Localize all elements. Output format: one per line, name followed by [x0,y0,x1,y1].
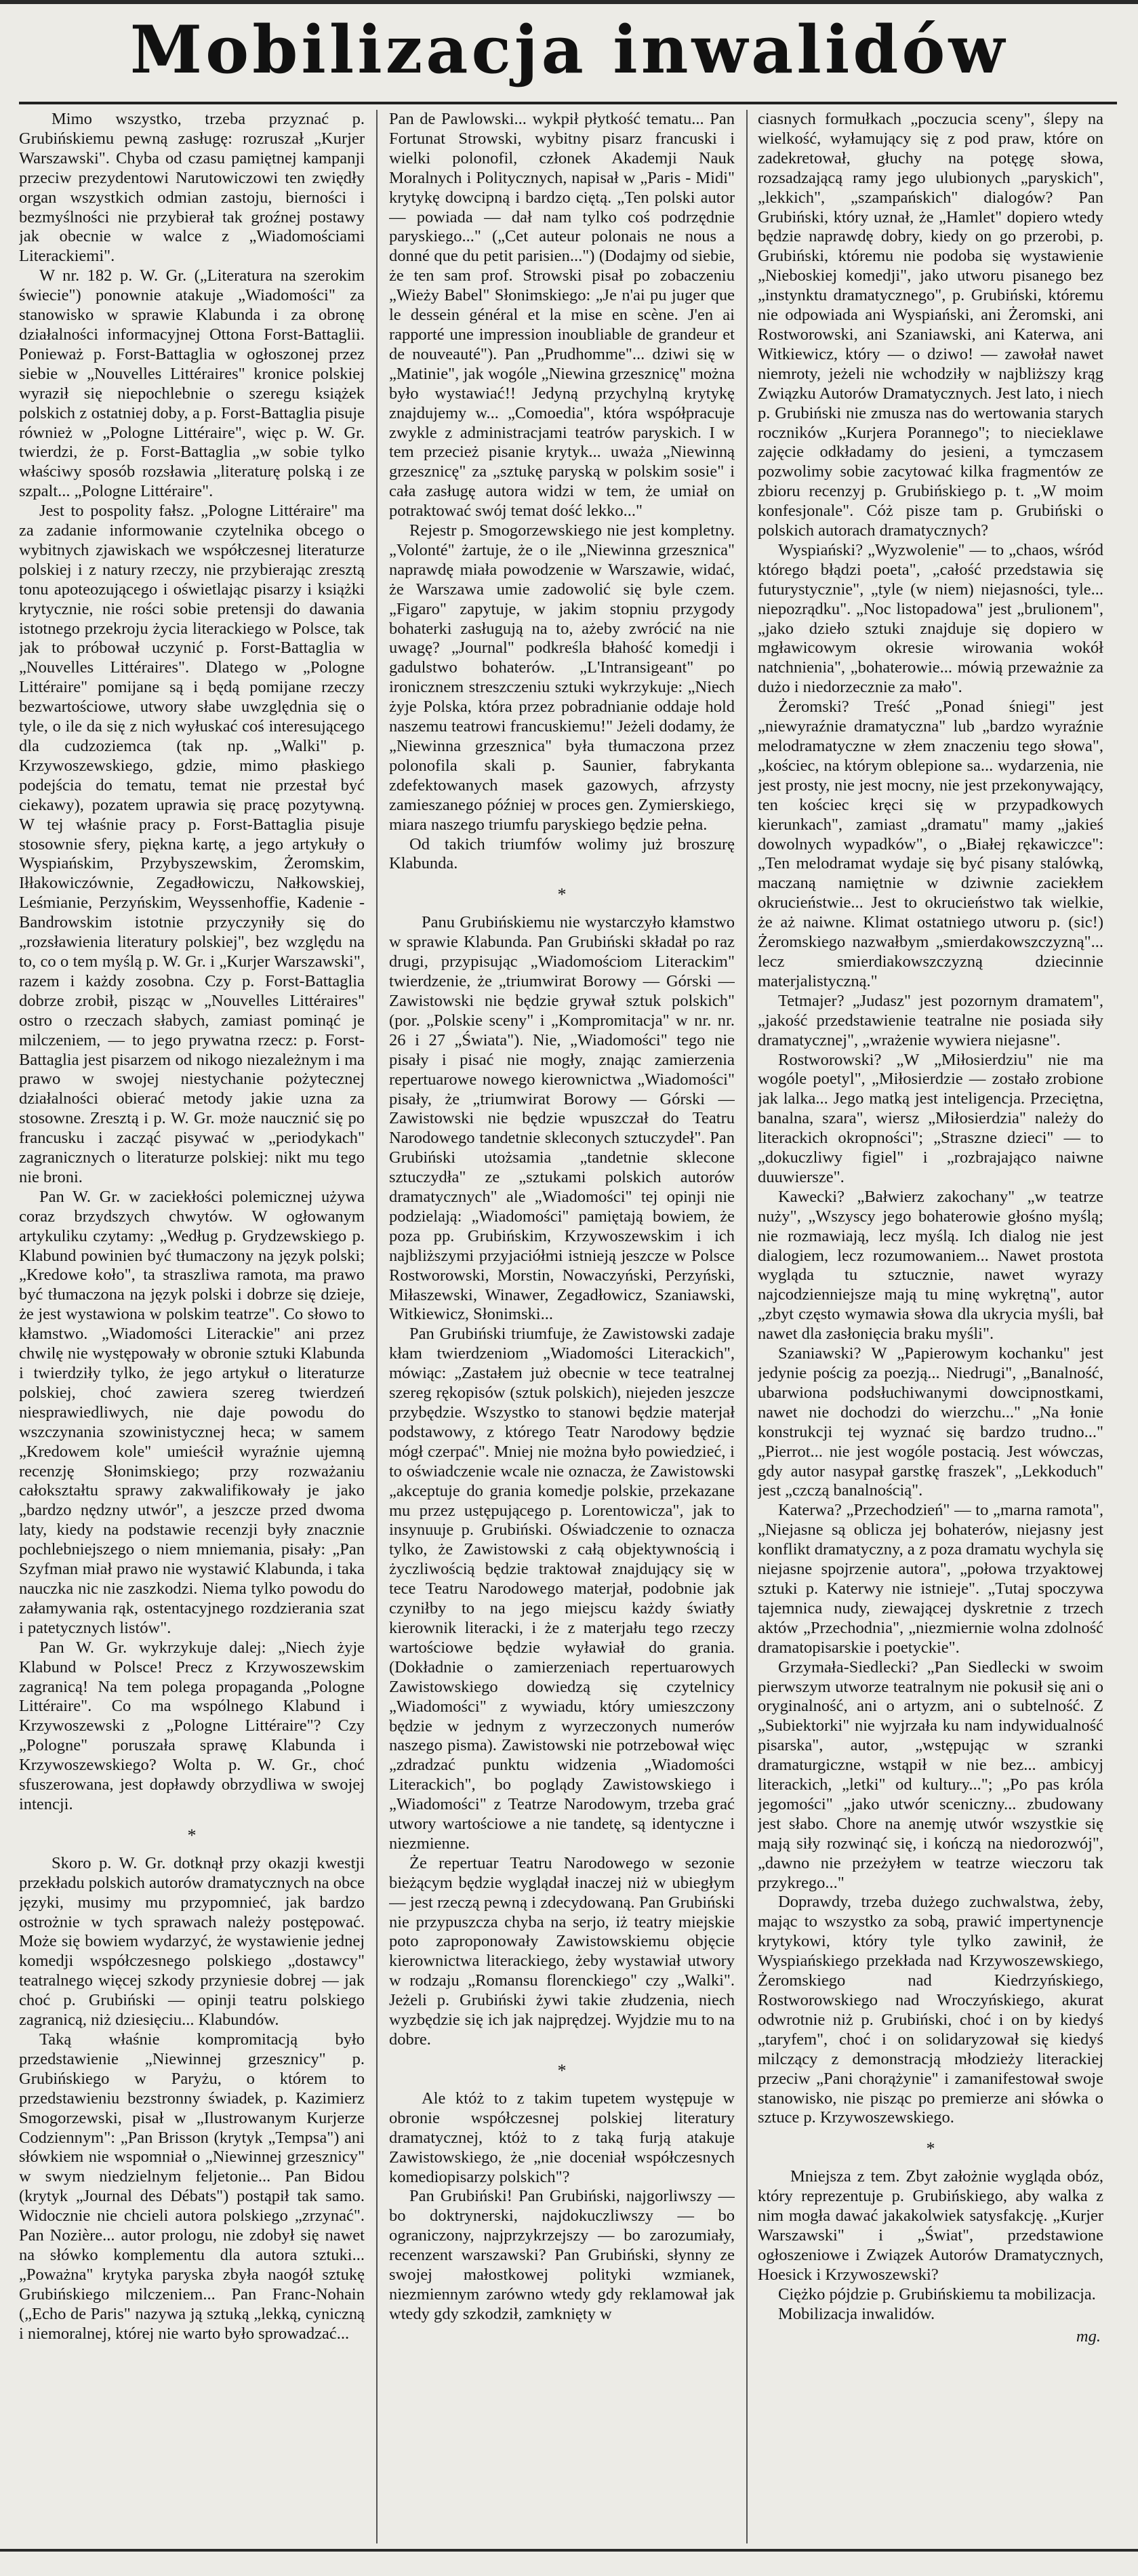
title-rule [19,102,1117,104]
paragraph: Skoro p. W. Gr. dotknął przy okazji kwestji przekładu polskich autorów dramatycznych na obce języki, musimy mu przypomnieć, jak bardzo ostrożnie w tych sprawach należy postępować. Może się bowiem wydarzyć, że wystawienie jednej komedji współczesnego polskiego „dostawcy" teatralnego więcej szkody przyniesie dobrej — jak choć p. Grubiński — opinji teatru polskiego zagranicą, niż dziesięciu... Klabundów. [19,1853,365,2030]
paragraph: Pan Grubiński triumfuje, że Zawistowski zadaje kłam twierdzeniom „Wiadomości Literackich", mówiąc: „Zastałem już obecnie w tece teatralnej szereg rękopisów (sztuk polskich), niejeden jeszcze przybędzie. Wszystko to stanowi będzie materjał podstawowy, z którego Teatr Narodowy będzie mógł czerpać". Mniej nie można było powiedzieć, i to oświadczenie wcale nie oznacza, że Zawistowski „akceptuje do grania komedje polskie, przekazane mu przez ustępującego p. Lorentowicza", jak to insynuuje p. Grubiński. Oświadczenie to oznacza tylko, że Zawistowski z całą objektywnością i życzliwością będzie traktował znajdujący się w tece Teatru Narodowego materjał, podobnie jak czyniłby to na jego miejscu każdy światły kierownik literacki, i że z materjału tego rzeczy wartościowe będzie wyławiał do grania. (Dokładnie o zamierzeniach repertuarowych Zawistowskiego dowiedzą się czytelnicy „Wiadomości" z wywiadu, który umieszczony będzie w jednym z wyrzeczonych numerów naszego pisma). Zawistowski nie potrzebował więc „zdradzać punktu widzenia „Wiadomości Literackich", bo poglądy Zawistowskiego i „Wiadomości" z Teatrze Narodowym, trzeba grać utwory wartościowe a nie tandetę, są identyczne i niezmienne. [389,1325,735,1853]
paragraph: Żeromski? Treść „Ponad śniegi" jest „niewyraźnie dramatyczna" lub „bardzo wyraźnie melodramatyczne w złem znaczeniu tego słowa", „kościec, na którym oblepione sa... wydarzenia, nie jest prosty, nie jest mocny, nie jest przekonywający, ten kościec kręci się w przypadkowych kierunkach", zamiast „dramatu" mamy „jakieś dowolnych wypadków", o „Białej rękawiczce": „Ten melodramat wydaje się być pisany stalówką, maczaną namiętnie w dziwnie zaciekłem okrucieństwie... Jest to okrucieństwo tak wielkie, że aż naiwne. Klimat ostatniego utworu p. (sic!) Żeromskiego nazwałbym „smierdakowszczyzną"... lecz smierdiakowszczyzną dziecinnie materjalistyczną." [758,698,1103,990]
paragraph: Ale któż to z takim tupetem występuje w obronie współczesnej polskiej literatury dramatycznej, któż to z taką furją atakuje Zawistowskiego, że „nie doceniał współczesnych komediopisarzy polskich"? [389,2089,735,2186]
paragraph: Pan W. Gr. wykrzykuje dalej: „Niech żyje Klabund w Polsce! Precz z Krzywoszewskim zagranicą! Na tem polega propaganda „Pologne Littéraire". Co ma wspólnego Klabund i Krzywoszewski z „Pologne Littéraire"? Czy „Pologne" poruszała sprawę Klabunda i Krzywoszewskiego? Wolta p. W. Gr., choć sfuszerowana, jest dopławdy obrzydliwa w swojej intencji. [19,1638,365,1813]
paragraph: Rejestr p. Smogorzewskiego nie jest kompletny. „Volonté" żartuje, że o ile „Niewinna grzesznica" naprawdę miała powodzenie w Warszawie, widać, że Warszawa umie zadowolić się byle czem. „Figaro" zapytuje, w jakim stopniu przygody bohaterki zasługują na to, ażeby zwrócić na nie uwagę? „Journal" podkreśla błahość komedji i gadulstwo bohaterów. „L'Intransigeant" po ironicznem streszczeniu sztuki wykrzykuje: „Niech żyje Polska, która przez pobradnianie oddaje hold naszemu teatrowi francuskiemu!" Jeżeli dodamy, że „Niewinna grzesznica" była tłumaczona przez polonofila skali p. Saunier, fabrykanta zdefektowanych masek gazowych, afrzysty zamieszanego później w proces gen. Zymierskiego, miara naszego triumfu paryskiego będzie pełna. [389,521,735,834]
paragraph: Mniejsza z tem. Zbyt założnie wygląda obóz, który reprezentuje p. Grubińskiego, aby walka z nim mogła dawać jakakolwiek satysfakcję. „Kurjer Warszawski" i „Świat", przedstawione ogłoszeniowe i Związek Autorów Dramatycznych, Hoesick i Krzywoszewski? [758,2167,1103,2284]
section-break-star: * [926,2139,935,2159]
section-break-star: * [187,1825,197,1845]
paragraph: Katerwa? „Przechodzień" — to „marna ramota", „Niejasne są oblicza jej bohaterów, niejasny jest konflikt dramatyczny, a z poza dramatu wychyla się niejasne spojrzenie autora", „połowa trzyaktowej sztuki p. Katerwy nie istnieje". „Tutaj spoczywa tajemnica nudy, ziewającej dyskretnie z trzech aktów „Przechodnia", „niezmiernie wolna zdolność dramatopisarskie i poetyckie". [758,1501,1103,1657]
section-break-star: * [557,885,567,905]
paragraph: Mobilizacja inwalidów. [778,2304,935,2323]
paragraph: Panu Grubińskiemu nie wystarczyło kłamstwo w sprawie Klabunda. Pan Grubiński składał po raz drugi, przypisując „Wiadomościom Literackim" twierdzenie, że „triumwirat Borowy — Górski — Zawistowski nie będzie grywał sztuk polskich" (por. „Polskie sceny" i „Kompromitacja" w nr. nr. 26 i 27 „Świata"). Nie, „Wiadomości" tego nie pisały i pisać nie mogły, znając zamierzenia repertuarowe nowego kierownictwa „Wiadomości" pisały, że „triumwirat Borowy — Górski — Zawistowski nie będzie wpuszczał do Teatru Narodowego tandetnie skleconych sztuczydeł". Pan Grubiński utożsamia „tandetnie sklecone sztuczydła" ze „sztukami polskich autorów dramatycznych" ale „Wiadomości" tej opinji nie podzielają: „Wiadomości" pamiętają bowiem, że poza pp. Grubińskim, Krzywoszewskim i ich najbliższymi przyjaciółmi istnieją jeszcze w Polsce Rostworowski, Morstin, Nowaczyński, Perzyński, Miłaszewski, Winawer, Zegadłowicz, Szaniawski, Witkiewicz, Słonimski... [389,913,735,1324]
paragraph: Od takich triumfów wolimy już broszurę Klabunda. [389,834,735,873]
paragraph: Ciężko pójdzie p. Grubińskiemu ta mobilizacja. [778,2285,1096,2303]
column-1 [19,110,365,2543]
article-title: Mobilizacja inwalidów [129,12,1009,88]
paragraph: ciasnych formułkach „poczucia sceny", ślepy na wielkość, wyłamujący się z pod praw, które on zadekretował, głuchy na potęgę słowa, rozsadzającą ramy jego ulubionych „paryskich", „lekkich", „szampańskich" dialogów? Pan Grubiński, który uznał, że „Hamlet" dopiero wtedy będzie naprawdę dobry, kiedy on go przerobi, p. Grubiński, któremu nie podoba się wystawienie „Nieboskiej komedji", jako utworu pisanego bez „instynktu dramatycznego", p. Grubiński, któremu nie odpowiada ani Wyspiański, ani Żeromski, ani Rostworowski, ani Szaniawski, ani Katerwa, ani Witkiewicz, który — o dziwo! — zawołał nawet niemroty, jeżeli nie wchodziły w najbliższy krąg Związku Autorów Dramatycznych. Jest lato, i niech p. Grubiński nie zmusza nas do wertowania starych roczników „Kurjera Porannego"; to niecieklawe zajęcie odkładamy do jesieni, a tymczasem pozwolimy sobie zacytować kilka fragmentów ze zbioru recenzyj p. Grubińskiego p. t. „W moim konfesjonale". Cóż pisze tam p. Grubiński o polskich autorach dramatycznych? [758,110,1103,540]
paragraph: Taką właśnie kompromitacją było przedstawienie „Niewinnej grzesznicy" p. Grubińskiego w Paryżu, o którem to przedstawieniu bezstronny świadek, p. Kazimierz Smogorzewski, pisał w „Ilustrowanym Kurjerze Codziennym": „Pan Brisson (krytyk „Tempsa") ani słówkiem nie wspomniał o „Niewinnej grzesznicy" w swym niedzielnym feljetonie... Pan Bidou (krytyk „Journal des Débats") postąpił tak samo. Widocznie nie chcieli autora polskiego „zrzynać". Pan Nozière... autor prologu, nie zdobył się nawet na słówko komplementu dla autora sztuki... „Poważna" krytyka paryska zbyła naogół sztukę Grubińskiego milczeniem... Pan Franc-Nohain („Echo de Paris" nazywa ją sztuką „lekką, cyniczną i niemoralnej, której nie warto było sprowadzać... [19,2030,365,2343]
paragraph: Pan de Pawlowski... wykpił płytkość tematu... Pan Fortunat Strowski, wybitny pisarz francuski i wielki polonofil, członek Akademji Nauk Moralnych i Politycznych, napisał w „Paris - Midi" krytykę dowcipną i bardzo ciętą. „Ten polski autor — powiada — dał nam tylko coś podrzędnie paryskiego..." („Cet auteur polonais ne nous a donné que du petit parisien...") (Dodajmy od siebie, że ten sam prof. Strowski pisał po zobaczeniu „Wieży Babel" Słonimskiego: „Je n'ai pu juger que le dessein général et la mise en scène. J'en ai rapporté une impression inoubliable de grandeur et de nouveauté"). Pan „Prudhomme"... dziwi się w „Matinie", jak wogóle „Niewina grzesznicę" można było wystawiać!! Jedyną przychylną krytykę znajdujemy w... „Comoedia", która współpracuje zwykle z administracjami teatrów paryskich. I w tem przecież pisanie krytyk... uważa „Niewinną grzesznicę" za „sztukę paryską w polskim sosie" i cała zasługę autora widzi w tem, że umiał on potraktować swój temat dość lekko..." [389,110,735,521]
paragraph: Jest to pospolity fałsz. „Pologne Littéraire" ma za zadanie informowanie czytelnika obcego o wybitnych zjawiskach we współczesnej literaturze polskiej i z natury rzeczy, nie przybierając zresztą tonu apoteozującego i oświetlając pisarzy i książki krytycznie, nie rości sobie pretensji do dawania istotnego przekroju życia literackiego w Polsce, tak jak to próbował uczynić p. Forst-Battaglia w „Nouvelles Littéraires". Dlatego w „Pologne Littéraire" pomijane są i będą pomijane rzeczy bezwartościowe, utwory słabe uwzględnia się o tyle, o ile da się z nich wyłuskać coś interesującego dla cudzoziemca (tak np. „Walki" p. Krzywoszewskiego, gdzie, mimo płaskiego podejścia do tematu, temat nie przestał być ciekawy), pozatem uprawia się pracę pozytywną. W tej właśnie pracy p. Forst-Battaglia pisuje stosownie sfery, piękna kartę, a jego artykuły o Wyspiańskim, Przybyszewskim, Żeromskim, Iłłakowiczównie, Zegadłowiczu, Nałkowskiej, Leśmianie, Perzyńskim, Weyssenhoffie, Kadenie - Bandrowskim istotnie przyczyniły się do „rozsławienia literatury polskiej", bez względu na to, co o tem myślą p. W. Gr. i „Kurjer Warszawski", razem i każdy zosobna. Czy p. Forst-Battaglia dobrze zrobił, pisząc w „Nouvelles Littéraires" ostro o rzeczach słabych, zamiast pominąć je milczeniem, — to jego prywatna rzecz: p. Forst-Battaglia jest pisarzem od nikogo niezależnym i ma prawo w swojej niestychanie pożytecznej działalności obierać metody jakie uzna za stosowne. Zresztą i p. W. Gr. może naucznić się po francusku i zacząć pisywać w „periodykach" zagranicznych o literaturze polskiej: nikt mu tego nie broni. [19,502,365,1186]
column-divider [376,110,378,2543]
paragraph: Szaniawski? W „Papierowym kochanku" jest jedynie pościg za poezją... Niedrugi", „Banalność, ubarwiona podsłuchiwanymi dowcipnostkami, nawet nie dochodzi do wierzchu..." „Na łonie konstrukcji tej wyznać się bardzo trudno..." „Pierrot... nie jest wogóle postacią. Jest wówczas, gdy autor nasypał garstkę fraszek", „Lekkoduch" jest „czczą banalnością". [758,1344,1103,1500]
paragraph: Kawecki? „Bałwierz zakochany" „w teatrze nuży", „Wszyscy jego bohaterowie głośno myślą; nie rozmawiają, lecz myślą. Ich dialog nie jest dialogiem, lecz rozumowaniem... Nawet prostota wygląda tu sztucznie, nawet wyrazy najcodzienniejsze mają tu minę wykrętną", autor „zbyt często wymawia słowa dla ukrycia myśli, bał nawet dla zasłonięcia braku myśli". [758,1187,1103,1344]
paragraph: Grzymała-Siedlecki? „Pan Siedlecki w swoim pierwszym utworze teatralnym nie pokusił się ani o oryginalność, ani o artyzm, ani o subtelność. Z „Subiektorki" nie wyjrzała ku nam indywidualność pisarska", autor, „wstępując w szranki dramaturgiczne, wstąpił w nie bez... ambicyj literackich, „letki" od kultury..."; „Po pas króla jegomości" „jako utwór sceniczny... zbudowany jest słabo. Chore na anemję utwór wszystkie się mają siły rozwinąć się, i kończą na niedorozwój", „dawno nie przeżyłem w teatrze wieczoru tak przykrego..." [758,1657,1103,1892]
column-2 [389,110,735,2543]
column-divider [746,110,748,2543]
paragraph: Pan W. Gr. w zaciekłości polemicznej używa coraz brzydszych chwytów. W ogłowanym artykuliku czytamy: „Według p. Grydzewskiego p. Klabund powinien być tłumaczony na język polski; „Kredowe koło", ta straszliwa ramota, ma prawo być tłumaczona na język polski i dobrze się dzieje, że jest wystawiona w polskim teatrze". Co słowo to kłamstwo. „Wiadomości Literackie" ani przez chwilę nie występowały w obronie sztuki Klabunda i twierdziły tylko, że jego artykuł o literaturze polskiej, choć zawiera szereg twierdzeń niesprawiedliwych, nie daje powodu do wszczynania szowinistycznej heca; w samem „Kredowem kole" umieścił wyraźnie ujemną recenzję Słonimskiego; przy rozważaniu całokształtu sprawy zakwalifikowały je jako „bardzo nędzny utwór", a jeszcze przed dwoma laty, kiedy na podstawie recenzji były znacznie pochlebniejszego o niem mniemania, pisały: „Pan Szyfman miał prawo nie wystawić Klabunda, i taka nauczka nic nie zaszkodzi. Niema tylko powodu do załamywania rąk, ostentacyjnego rozdzierania szat i patetycznych listów". [19,1187,365,1637]
paragraph: Pan Grubiński! Pan Grubiński, najgorliwszy — bo doktrynerski, najdokuczliwszy — bo ograniczony, najprzykrzejszy — bo zarozumiały, recenzent warszawski? Pan Grubiński, słynny ze swojej małostkowej polityki wzmianek, niezmiennym zarówno wtedy gdy reklamował jak wtedy gdy szkodził, zamknięty w [389,2187,735,2323]
paragraph: W nr. 182 p. W. Gr. („Literatura na szerokim świecie") ponownie atakuje „Wiadomości" za stanowisko w sprawie Klabunda i za obronę działalności informacyjnej Ottona Forst-Battaglii. Ponieważ p. Forst-Battaglia w ogłoszonej przez siebie w „Nouvelles Littéraires" kronice polskiej wyraził się niepochlebnie o szeregu książek polskich z ostatniej doby, a p. Forst-Battaglia pisuje również w „Pologne Littéraire", więc p. W. Gr. twierdzi, że p. Forst-Battaglia „w sobie tylko właściwy sposób rozsławia „literaturę polską i ze szpalt... „Pologne Littéraire". [19,266,365,501]
author-signature: mg. [1076,2327,1101,2346]
paragraph: Tetmajer? „Judasz" jest pozornym dramatem", „jakość przedstawienie teatralne nie posiada siły dramatycznej", „wrażenie wywiera niejasne". [758,991,1103,1049]
paragraph: Rostworowski? „W „Miłosierdziu" nie ma wogóle poetyl", „Miłosierdzie — zostało zrobione jak lalka... Jego matką jest inteligencja. Przeciętna, banalna, szara", wiersz „Miłosierdzia" należy do literackich okropności"; „Straszne dzieci" — to „dokuczliwy figiel" i „rozbrajająco naiwne duuwiersze". [758,1050,1103,1186]
paragraph: Wyspiański? „Wyzwolenie" — to „chaos, wśród którego błądzi poeta", „całość przedstawia się futurystycznie", „tyle (w niem) niejasności, tyle... niepozrądku". „Noc listopadowa" jest „brulionem", „jako dzieło sztuki znajduje się dopiero w mgławicowym okresie wirowania wokół natchnienia", „bohaterowie... mówią przeważnie za dużo i niedorzecznie za mało". [758,540,1103,697]
top-rule [0,0,1138,4]
section-break-star: * [557,2060,567,2080]
column-3 [758,110,1103,2543]
paragraph: Mimo wszystko, trzeba przyznać p. Grubińskiemu pewną zasługę: rozruszał „Kurjer Warszawski". Chyba od czasu pamiętnej kampanji przeciw prezydentowi Narutowiczowi ten zwiędły organ wszystkich odmian zastoju, bierności i bezmyślności nie przybierał tak groźnej postawy jak obecnie w walce z „Wiadomościami Literackiemi". [19,110,365,266]
paragraph: Doprawdy, trzeba dużego zuchwalstwa, żeby, mając to wszystko za sobą, prawić impertynencje krytykowi, który tyle tylko zawinił, że Wyspiańskiego przekłada nad Krzywoszewskiego, Żeromskiego nad Kiedrzyńskiego, Rostworowskiego nad Wroczyńskiego, akurat odwrotnie niż p. Grubiński, choć i on by kiedyś „taryfem", choć i on solidaryzował się kiedyś milczący z demonstracją młodzieży literackiej przeciw „Pani chorążynie" i zamanifestował swoje stanowisko, nie pisząc po premierze ani słówka o sztuce p. Krzywoszewskiego. [758,1893,1103,2127]
paragraph: Że repertuar Teatru Narodowego w sezonie bieżącym będzie wyglądał inaczej niż w ubiegłym — jest rzeczą pewną i zdecydowaną. Pan Grubiński nie przypuszcza chyba na serjo, iż teatry miejskie poto zaproponowały Zawistowskiemu objęcie kierownictwa literackiego, żeby wystawiał utwory w rodzaju „Romansu florenckiego" czy „Walki". Jeżeli p. Grubiński żywi takie złudzenia, niech wyzbędzie się ich jak najprędzej. Wyjdzie mu to na dobre. [389,1853,735,2049]
bottom-rule [0,2549,1138,2552]
